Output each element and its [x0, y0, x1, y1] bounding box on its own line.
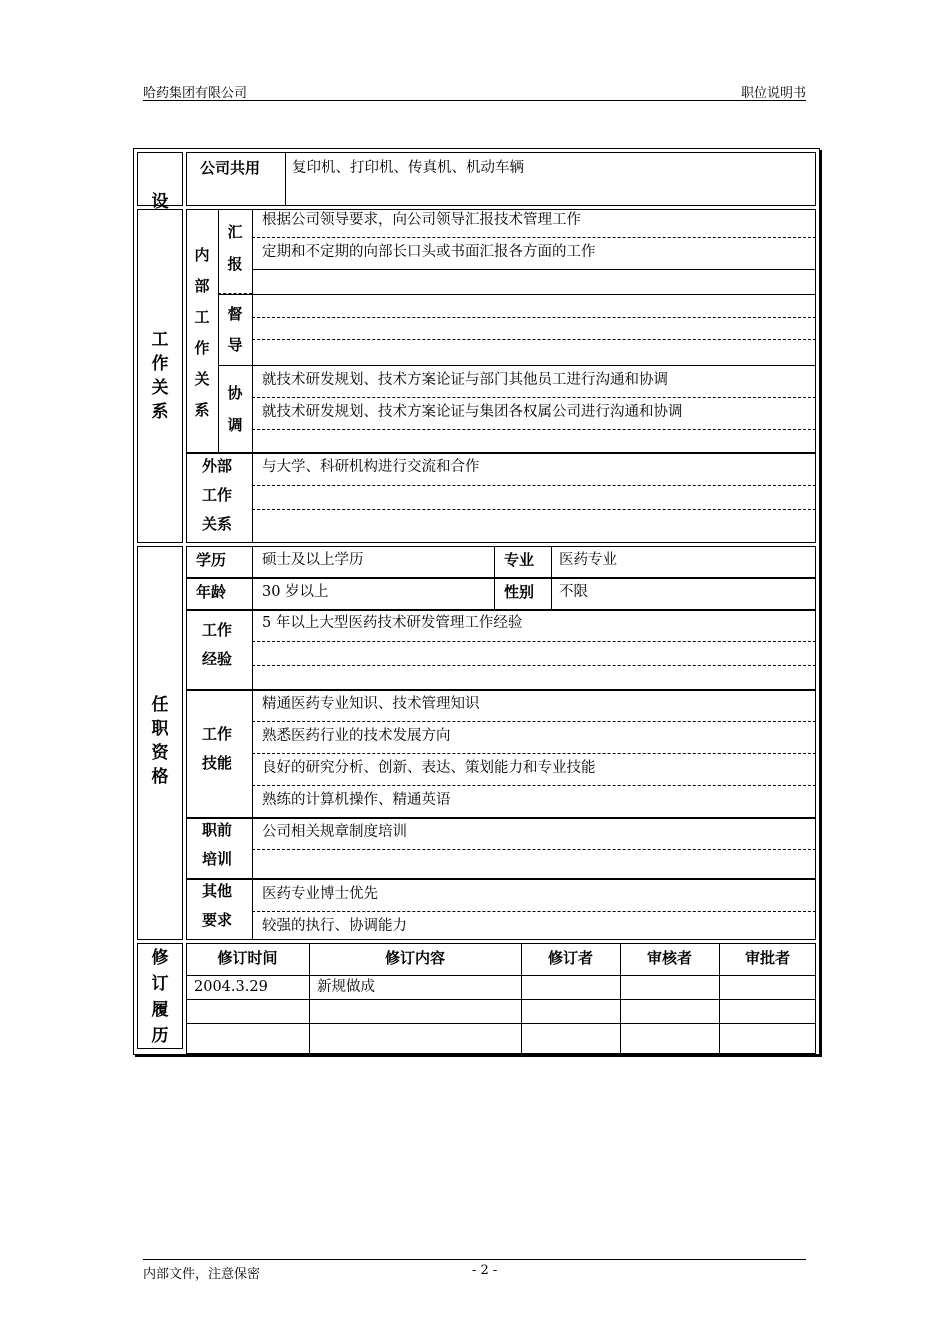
rev-section-char: 订: [151, 974, 169, 994]
coordinate-line-1: 就技术研发规划、技术方案论证与部门其他员工进行沟通和协调: [262, 372, 668, 388]
job-description-table: [133, 148, 820, 1055]
major-value: 医药专业: [559, 552, 617, 568]
internal-label-char: 关: [194, 370, 210, 388]
header-rule: [143, 100, 806, 101]
qual-section-char: 任: [151, 695, 169, 715]
other-label-line: 其他: [202, 882, 233, 900]
footer-rule: [143, 1259, 806, 1260]
line: [252, 339, 816, 340]
other-line-2: 较强的执行、协调能力: [262, 918, 407, 934]
other-label-line: 要求: [202, 911, 233, 929]
footer-confidential: 内部文件，注意保密: [143, 1267, 261, 1282]
internal-label-char: 工: [194, 308, 210, 326]
revision-cell: 新规做成: [317, 979, 375, 995]
rev-section-char: 履: [151, 1000, 169, 1020]
line: [218, 365, 816, 366]
section-equipment-label: 设: [151, 192, 169, 212]
experience-label-line: 经验: [202, 650, 233, 668]
internal-label-char: 系: [194, 401, 210, 419]
revision-column-header: 审核者: [646, 949, 692, 967]
line: [252, 721, 816, 722]
rev-section-char: 修: [151, 948, 169, 968]
revision-row-divider: [186, 999, 816, 1000]
training-label-line: 职前: [202, 821, 233, 839]
internal-label-char: 内: [194, 246, 210, 264]
line: [252, 509, 816, 510]
education-value: 硕士及以上学历: [262, 552, 364, 568]
report-label-char: 汇: [227, 223, 243, 241]
line: [218, 294, 816, 295]
internal-label-char: 作: [194, 339, 210, 357]
line: [252, 237, 816, 238]
qual-section-char: 资: [151, 743, 169, 763]
footer-page-number: - 2 -: [472, 1263, 498, 1278]
external-label-line: 工作: [202, 486, 233, 504]
coordinate-label-char: 调: [227, 416, 243, 434]
qual-section-char: 职: [151, 719, 169, 739]
revision-row-divider: [186, 975, 816, 976]
other-line-1: 医药专业博士优先: [262, 886, 378, 902]
age-label: 年龄: [196, 583, 227, 601]
rev-section-char: 历: [151, 1026, 169, 1046]
divider: [252, 209, 253, 453]
supervise-label-char: 导: [227, 336, 243, 354]
external-label-line: 外部: [202, 457, 233, 475]
line: [252, 753, 816, 754]
experience-label-line: 工作: [202, 621, 233, 639]
experience-line-1: 5 年以上大型医药技术研发管理工作经验: [262, 615, 523, 631]
line: [252, 269, 816, 270]
line: [252, 641, 816, 642]
skills-line-3: 良好的研究分析、创新、表达、策划能力和专业技能: [262, 760, 596, 776]
skills-line-2: 熟悉医药行业的技术发展方向: [262, 728, 451, 744]
coordinate-label-char: 协: [227, 384, 243, 402]
line: [252, 849, 816, 850]
wr-section-char: 系: [151, 402, 169, 422]
revision-column-header: 修订者: [547, 949, 593, 967]
equipment-label: 公司共用: [200, 159, 261, 177]
qual-section-char: 格: [151, 767, 169, 787]
skills-label-line: 工作: [202, 725, 233, 743]
skills-line-1: 精通医药专业知识、技术管理知识: [262, 696, 480, 712]
age-value: 30 岁以上: [262, 584, 329, 600]
equipment-value: 复印机、打印机、传真机、机动车辆: [292, 160, 524, 176]
coordinate-line-2: 就技术研发规划、技术方案论证与集团各权属公司进行沟通和协调: [262, 404, 683, 420]
wr-section-char: 作: [151, 354, 169, 374]
skills-line-4: 熟练的计算机操作、精通英语: [262, 792, 451, 808]
skills-label-line: 技能: [202, 754, 233, 772]
line: [252, 785, 816, 786]
divider: [218, 209, 219, 453]
gender-label: 性别: [504, 583, 535, 601]
revision-column-header: 审批者: [744, 949, 790, 967]
revision-column-header: 修订内容: [384, 949, 445, 967]
revision-grid: [186, 943, 816, 1054]
line: [252, 429, 816, 430]
section-work-relations-cell: [137, 209, 183, 543]
external-line-1: 与大学、科研机构进行交流和合作: [262, 459, 480, 475]
internal-label-char: 部: [194, 277, 210, 295]
header-doc-type: 职位说明书: [740, 86, 806, 101]
major-label: 专业: [504, 551, 535, 569]
divider: [285, 152, 286, 206]
line: [252, 397, 816, 398]
supervise-label-char: 督: [227, 305, 243, 323]
revision-column-header: 修订时间: [217, 949, 278, 967]
divider: [252, 453, 253, 543]
external-label-line: 关系: [202, 515, 233, 533]
line: [252, 665, 816, 666]
report-label-char: 报: [227, 255, 243, 273]
line: [252, 317, 816, 318]
gender-value: 不限: [559, 584, 588, 600]
report-line-2: 定期和不定期的向部长口头或书面汇报各方面的工作: [262, 244, 596, 260]
revision-cell: 2004.3.29: [194, 979, 268, 995]
training-label-line: 培训: [202, 850, 233, 868]
wr-section-char: 工: [151, 330, 169, 350]
training-line-1: 公司相关规章制度培训: [262, 824, 407, 840]
line: [218, 293, 252, 294]
header-company: 哈药集团有限公司: [143, 86, 248, 101]
wr-section-char: 关: [151, 378, 169, 398]
revision-row-divider: [186, 1023, 816, 1024]
report-line-1: 根据公司领导要求，向公司领导汇报技术管理工作: [262, 212, 581, 228]
line: [252, 485, 816, 486]
line: [252, 911, 816, 912]
education-label: 学历: [196, 551, 227, 569]
